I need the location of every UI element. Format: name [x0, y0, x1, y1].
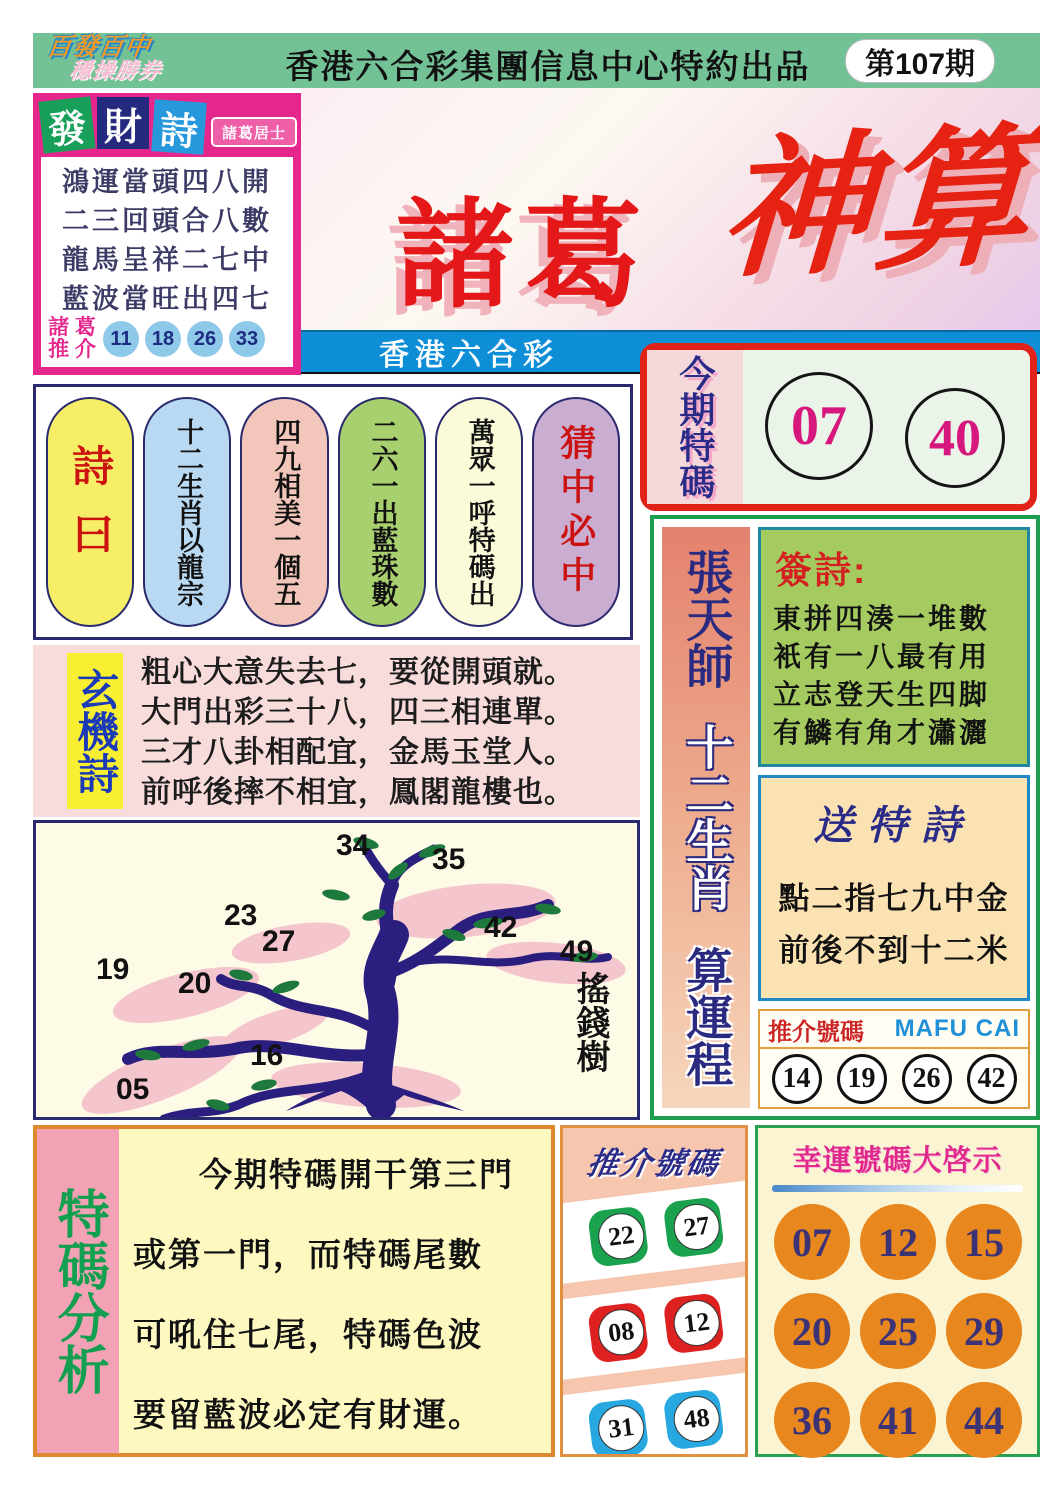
recommend-number: 11: [103, 321, 139, 357]
lottery-ball-red: 08: [587, 1301, 649, 1363]
header-bar: [33, 33, 1040, 88]
tree-number: 16: [250, 1039, 284, 1072]
tree-number: 49: [560, 935, 594, 968]
fortune-title-char-3: 詩: [151, 99, 207, 155]
fortune-title-char-1: 發: [38, 96, 95, 153]
fortune-poem-box: [33, 93, 301, 375]
lucky-number: 20: [774, 1293, 850, 1369]
zodiac-column-box: [650, 515, 1040, 1120]
lucky-number: 29: [946, 1293, 1022, 1369]
lucky-numbers-grid: [758, 1192, 1037, 1470]
lottery-ball-green: 27: [663, 1196, 725, 1258]
sign-poem-line: 有鱗有角才瀟灑: [773, 717, 991, 748]
recommend-label: 諸 葛 推 介: [48, 316, 96, 361]
money-tree-box: [33, 820, 640, 1120]
special-code-number: 07: [765, 372, 873, 480]
recommend-strip-green: [560, 1179, 748, 1284]
mafu-header: [760, 1011, 1028, 1049]
recommend-strip-blue: [560, 1371, 748, 1457]
tree-caption: 搖錢樹: [571, 971, 609, 1073]
sign-poem-line: 衹有一八最有用: [773, 641, 991, 672]
lucky-numbers-title: 幸運號碼大啓示: [792, 1145, 1003, 1177]
main-title-area: [301, 88, 1040, 330]
issue-badge: 第107期: [845, 39, 995, 83]
lottery-ball-green: 22: [587, 1205, 649, 1267]
gift-poem-title: 送特詩: [813, 804, 975, 848]
fortune-poem-panel: [41, 157, 293, 367]
mafu-number: 42: [967, 1054, 1017, 1104]
sign-poem-box: [758, 527, 1030, 767]
fortune-line: 藍波當旺出四七: [62, 284, 272, 314]
tree-number: 42: [484, 911, 518, 944]
fortune-line: 二三回頭合八數: [62, 206, 272, 236]
tree-number: 35: [432, 843, 466, 876]
fortune-poem-lines: [41, 157, 293, 319]
capsule-line: 二六一出藍珠數: [338, 397, 426, 627]
lottery-ball-blue: 48: [663, 1388, 725, 1450]
recommend-number: 33: [229, 321, 265, 357]
capsule-line: 萬眾一呼特碼出: [435, 397, 523, 627]
mystery-line: 三才八卦相配宜，金馬玉堂人。: [141, 736, 575, 769]
analysis-line: 要留藍波必定有財運。: [133, 1396, 483, 1433]
poem-capsule-row: [33, 384, 633, 640]
recommend-numbers-box: [560, 1125, 748, 1457]
mafu-number: 26: [902, 1054, 952, 1104]
analysis-label: 特碼分析: [37, 1129, 119, 1453]
mafu-title: 推介號碼: [768, 1018, 864, 1046]
lottery-ball-red: 12: [663, 1292, 725, 1354]
tree-number: 34: [336, 829, 370, 862]
zodiac-part3: 算運程: [680, 945, 734, 1087]
zodiac-part2: 十二生肖: [680, 723, 734, 912]
mafu-recommend-box: [758, 1009, 1030, 1109]
mystery-line: 前呼後摔不相宜，鳳閣龍樓也。: [141, 776, 575, 809]
mystery-line: 粗心大意失去七，要從開頭就。: [141, 656, 575, 689]
recommend-numbers-title: 推介號碼: [584, 1146, 723, 1181]
lucky-number: 07: [774, 1204, 850, 1280]
tree-number: 19: [96, 953, 130, 986]
mafu-number: 19: [837, 1054, 887, 1104]
mystery-poem-label: 玄機詩: [67, 653, 123, 809]
lucky-numbers-box: [755, 1125, 1040, 1457]
divider: [772, 1185, 1023, 1192]
lottery-name-bar: 香港六合彩: [301, 330, 1040, 374]
recommend-number: 26: [187, 321, 223, 357]
analysis-line: 今期特碼開干第三門: [199, 1156, 514, 1193]
special-code-number: 40: [905, 388, 1005, 488]
sign-poem-title: 簽詩:: [775, 550, 868, 591]
zodiac-title-strip: [662, 527, 750, 1108]
special-code-label: 今期特碼: [647, 350, 743, 504]
mystery-line: 大門出彩三十八，四三相連單。: [141, 696, 575, 729]
logo: [42, 35, 259, 83]
lucky-number: 15: [946, 1204, 1022, 1280]
sign-poem-line: 立志登天生四脚: [773, 679, 991, 710]
gift-poem-lines: [761, 873, 1027, 977]
logo-line2: 穩操勝券: [67, 58, 164, 83]
fortune-line: 鴻運當頭四八開: [62, 167, 272, 197]
special-code-box: [640, 343, 1037, 511]
zodiac-part1: 張天師: [680, 548, 734, 690]
analysis-lines: [133, 1135, 547, 1455]
recommend-row: [41, 315, 293, 363]
capsule-caizhong: 猜中必中: [532, 397, 620, 627]
logo-line1: 百發百中: [44, 33, 153, 61]
mafu-subtitle: MAFU CAI: [894, 1015, 1020, 1042]
mafu-number: 14: [772, 1054, 822, 1104]
tree-number: 05: [116, 1073, 150, 1106]
lucky-number: 25: [860, 1293, 936, 1369]
gift-poem-line: 點二指七九中金: [778, 881, 1010, 916]
capsule-shiyue: 詩曰: [46, 397, 134, 627]
gift-poem-line: 前後不到十二米: [778, 933, 1010, 968]
tree-number: 27: [262, 925, 296, 958]
gift-poem-box: [758, 775, 1030, 1001]
capsule-line: 十二生肖以龍宗: [143, 397, 231, 627]
lucky-number: 44: [946, 1382, 1022, 1458]
recommend-number: 18: [145, 321, 181, 357]
capsule-line: 四九相美一個五: [240, 397, 328, 627]
main-title-part2: 神算: [715, 110, 1038, 298]
tree-number: 20: [178, 967, 212, 1000]
mystery-poem-box: [33, 645, 640, 817]
lucky-number: 12: [860, 1204, 936, 1280]
sign-poem-line: 東拼四湊一堆數: [773, 603, 991, 634]
recommend-strip-red: [560, 1275, 748, 1380]
header-title: 香港六合彩集團信息中心特約出品: [285, 48, 811, 85]
mystery-poem-lines: [141, 653, 631, 813]
analysis-line: 可吼住七尾，特碼色波: [133, 1316, 483, 1353]
lucky-number: 36: [774, 1382, 850, 1458]
lucky-number: 41: [860, 1382, 936, 1458]
main-title-part1: 諸葛: [396, 190, 653, 322]
tree-number: 23: [224, 899, 258, 932]
fortune-title-char-2: 財: [97, 97, 149, 149]
lottery-ball-blue: 31: [587, 1397, 649, 1457]
analysis-line: 或第一門，而特碼尾數: [133, 1236, 483, 1273]
author-badge: 諸葛居士: [211, 117, 297, 147]
fortune-line: 龍馬呈祥二七中: [62, 245, 272, 275]
mafu-numbers-row: [760, 1049, 1028, 1109]
special-analysis-box: [33, 1125, 555, 1457]
